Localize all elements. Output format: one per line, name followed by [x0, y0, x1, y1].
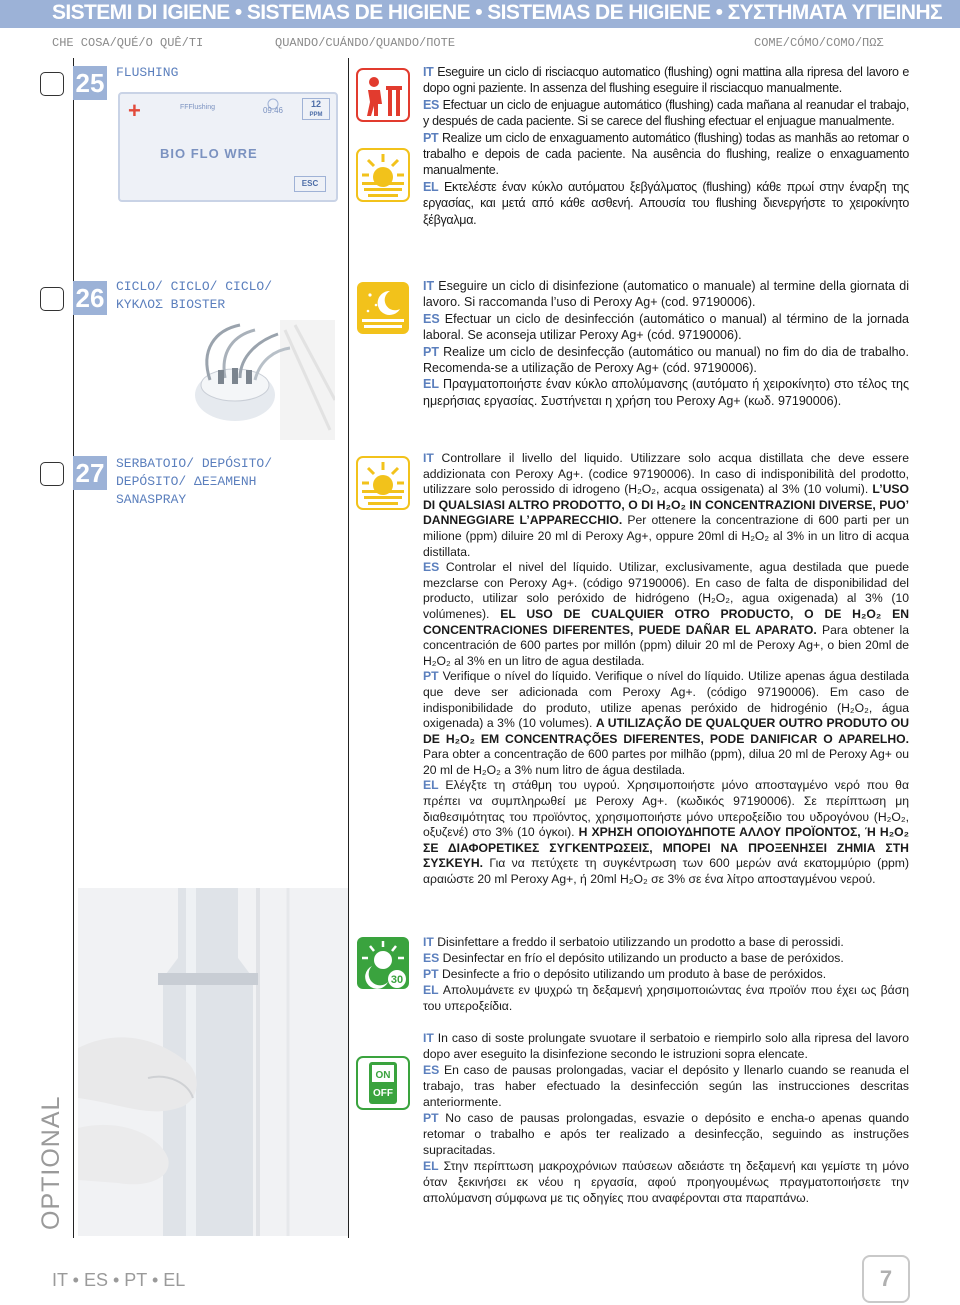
ppm-badge — [302, 98, 330, 120]
section-number-25: 25 — [73, 66, 107, 100]
lang-code-it: IT — [423, 1031, 434, 1045]
sun-icon — [356, 456, 410, 510]
lang-code-it: IT — [423, 935, 434, 949]
lang-code-es: ES — [423, 951, 440, 965]
column-header-what: CHE COSA/QUÉ/O QUÊ/ΤΙ — [52, 36, 204, 50]
column-header-when: QUANDO/CUÁNDO/QUANDO/ΠΟΤΕ — [275, 36, 456, 50]
column-divider-left — [73, 58, 74, 1238]
icon-badge-30: 30 — [390, 974, 404, 986]
checkbox-26[interactable] — [40, 287, 64, 311]
lang-code-it: IT — [423, 65, 434, 79]
ppm-value: 12 — [310, 99, 321, 109]
section-title-26: CICLO/ CICLO/ CICLO/ ΚΥΚΛΟΣ BIOSTER — [116, 279, 273, 312]
plus-icon: + — [128, 98, 141, 123]
page-number: 7 — [862, 1255, 910, 1303]
warning-es: EL USO DE CUALQUIER OTRO PRODUCTO, O DE H₂O₂ EN CONCENTRACIONES DIFERENTES, PUEDE DAÑAR EL APARATO. — [423, 606, 909, 637]
section-number-26: 26 — [73, 281, 107, 315]
lang-code-pt: PT — [423, 669, 439, 684]
text-it: In caso di soste prolungate svuotare il serbatoio e riempirlo solo alla ripresa del lavoro dopo aver eseguito la disinfezione secondo le istruzioni sopra elencate. — [423, 1031, 909, 1061]
text-it: Eseguire un ciclo di risciacquo automatico (flushing) ogni mattina alla ripresa del lavoro e dopo ogni paziente. In assenza del flushing eseguire il risciacquo manualmente. — [423, 65, 909, 96]
off-label: OFF — [373, 1088, 393, 1099]
lang-code-it: IT — [423, 451, 434, 465]
section-number-27: 27 — [73, 456, 107, 490]
lang-code-it: IT — [423, 279, 435, 293]
text-es: Efectuar un ciclo de enjuague automático (flushing) cada mañana al reanudar el trabajo, y después de cada paciente. Si se carece del flushing efectuar el enjuague manualmente. — [423, 97, 909, 129]
warning-it: L’USO DI QUALSIASI ALTRO PRODOTTO, O DI H₂O₂ IN CONCENTRAZIONI DIVERSE, PUO’ DANNEGGIARE L’APPARECCHIO. — [423, 482, 909, 528]
text-es: Controlar el nivel del líquido. Utilizar, exclusivamente, agua destilada que puede mezclarse con Peroxy Ag+. (código 97190006). En caso de falta de disponibilidad del producto, utilizar solo peróxido de hidrógeno (H₂O₂, agua oxigenada) al 3% (10 volúmenes). — [423, 560, 910, 621]
bioster-unit-photo — [180, 320, 335, 440]
clock-icon — [260, 98, 286, 118]
lang-code-el: EL — [423, 1159, 439, 1173]
checkbox-25[interactable] — [40, 72, 64, 96]
text-es: Efectuar un ciclo de desinfección (automático o manual) al término de la jornada laboral. Se aconseja utilizar Peroxy Ag+ (cód. 97190006). — [423, 311, 909, 343]
header-banner — [0, 0, 960, 28]
night-icon — [356, 281, 410, 335]
lang-code-el: EL — [423, 179, 439, 194]
text-el: Απολυμάνετε εν ψυχρώ τη δεξαμενή χρησιμοποιώντας ένα προϊόν που έχει ως βάση του υπεροξείδια. — [423, 983, 910, 1013]
text-it: Controllare il livello del liquido. Utilizzare solo acqua distillata che deve essere addizionata con Peroxy Ag+. (codice 97190006). In caso di indisponibilità del prodotto, utilizzare solo perossido di idrogeno (H₂O₂, acqua ossigenata) al 3% (10 volumi). — [423, 451, 909, 497]
text-it-dilution: Per ottenere la concentrazione di 600 parti per un milione (ppm) diluire 20 ml di Peroxy Ag+, oppure 20ml di H₂O₂ al 3% in un litro di acqua distillata. — [423, 513, 909, 559]
lang-code-el: EL — [423, 377, 439, 392]
instructions-flushing — [423, 64, 909, 228]
text-pt: Verifique o nível do líquido. Verifique o nível do líquido. Utilize apenas água destilada que deve ser adicionada com Peroxy Ag+. (código 97190006). Em caso de indisponibilidade do produto, utilize apenas peróxido de hidrogénio (H₂O₂, água oxigenada) a 3% (10 volumes). — [423, 669, 909, 731]
text-pt-dilution: Para obter a concentração de 600 partes por milhão (ppm), dilua 20 ml de Peroxy Ag+ ou 20 ml de H₂O₂ a 3% num litro de água destilada. — [423, 747, 909, 777]
lang-code-el: EL — [423, 778, 439, 793]
lang-code-pt: PT — [423, 344, 439, 359]
lang-code-pt: PT — [423, 967, 439, 981]
text-pt: Realize um ciclo de desinfecção (automático ou manual) no fim do dia de trabalho. Recomenda-se a utilização de Peroxy Ag+ (cód. 97190006). — [423, 344, 909, 376]
sun-icon — [356, 148, 410, 202]
sanaspray-tank-photo — [78, 888, 348, 1236]
panel-mode-labels: BIO FLO WRE — [160, 146, 258, 161]
warning-pt: A UTILIZAÇÃO DE QUALQUER OUTRO PRODUTO OU DE H₂O₂ EM CONCENTRAÇÕES DIFERENTES, PODE DANIFICAR O APARELHO. — [423, 716, 910, 746]
panel-top-label: FFFlushing — [180, 104, 216, 111]
text-el: Ελέγξτε τη στάθμη του υγρού. Χρησιμοποιήστε μόνο αποσταγμένο νερό που θα πρέπει να συμπληρωθεί με Peroxy Ag+. (κωδικός 97190006). Σε περίπτωση μη διαθεσιμότητας του προϊόντος, χρησιμοποιήστε μόνο υπεροξείδιο του υδρογόνου (H₂O₂, οξυζενέ) στο 3% (10 όγκοι). — [423, 778, 909, 840]
panel-esc-button: ESC — [294, 176, 326, 192]
instructions-sanaspray-level — [423, 451, 909, 888]
text-es: Desinfectar en frío el depósito utilizando un producto a base de peróxidos. — [442, 951, 844, 965]
sun-moon-30-icon — [356, 936, 410, 990]
lang-code-pt: PT — [423, 130, 439, 145]
optional-label: OPTIONAL — [37, 1095, 65, 1230]
text-el: Στην περίπτωση μακροχρόνιων παύσεων αδειάστε τη δεξαμενή και γεμίστε τη μόνο όταν ξεκινήσει εκ νέου η εργασία, αφού προηγουμένως πραγματοποιήσετε την απολύμανση σύμφωνα με τις οδηγίες που αναφέρονται στα παραπάνω. — [423, 1159, 909, 1205]
on-label: ON — [375, 1070, 391, 1081]
text-pt: No caso de pausas prolongadas, esvazie o depósito e encha-o apenas quando retomar o trabalho e após ter realizado a desinfecção, seguindo as instruções supracitadas. — [423, 1111, 909, 1157]
text-pt: Realize um ciclo de enxaguamento automático (flushing) todas as manhãs ao retomar o trabalho e depois de cada paciente. Na ausência do flushing, realize o enxaguamento manualmente. — [423, 130, 909, 178]
text-el: Πραγματοποιήστε έναν κύκλο απολύμανσης (αυτόματο ή χειροκίνητο) στο τέλος της ημερήσιας εργασίας. Συστήνεται η χρήση του Peroxy Ag+ (κωδ. 97190006). — [423, 377, 909, 408]
text-pt: Desinfecte a frio o depósito utilizando um produto à base de peróxidos. — [441, 967, 827, 981]
lang-code-es: ES — [423, 560, 440, 575]
person-workday-icon — [356, 68, 410, 122]
text-it: Disinfettare a freddo il serbatoio utilizzando un prodotto a base di perossidi. — [437, 935, 844, 949]
lang-code-pt: PT — [423, 1111, 439, 1125]
section-title-25: FLUSHING — [116, 65, 179, 80]
flushing-display-panel — [118, 92, 338, 202]
column-divider-right — [348, 58, 349, 1238]
column-header-how: COME/CÓMO/COMO/ΠΩΣ — [754, 36, 884, 50]
warning-el: Η ΧΡΗΣΗ ΟΠΟΙΟΥΔΗΠΟΤΕ ΑΛΛΟΥ ΠΡΟΪΟΝΤΟΣ, Ή H₂O₂ ΣΕ ΔΙΑΦΟΡΕΤΙΚΕΣ ΣΥΓΚΕΝΤΡΩΣΕΙΣ, ΜΠΟΡΕΙ ΝΑ ΠΡΟΞΕΝΗΣΕΙ ΖΗΜΙΑ ΣΤΗ ΣΥΣΚΕΥΗ. — [423, 825, 910, 871]
instructions-long-pause — [423, 1030, 909, 1206]
instructions-cold-disinfection — [423, 934, 909, 1014]
text-el: Εκτελέστε έναν κύκλο αυτόματου ξεβγάλματος (flushing) κάθε πρωί στην έναρξη της εργασίας, και μετά από κάθε ασθενή. Απουσία του flushing διενεργήστε το χειροκίνητο ξέβγαλμα. — [423, 179, 909, 227]
checkbox-27[interactable] — [40, 462, 64, 486]
footer-languages: IT • ES • PT • EL — [52, 1270, 186, 1290]
on-off-icon — [356, 1056, 410, 1110]
lang-code-es: ES — [423, 1063, 440, 1077]
ppm-unit: PPM — [309, 112, 323, 118]
lang-code-es: ES — [423, 311, 440, 326]
lang-code-el: EL — [423, 983, 439, 997]
text-it: Eseguire un ciclo di disinfezione (automatico o manuale) al termine della giornata di lavoro. Si raccomanda l’uso di Peroxy Ag+ (cod. 97190006). — [423, 279, 909, 310]
text-el-dilution: Για να πετύχετε τη συγκέντρωση των 600 μερών ανά εκατομμύριο (ppm) αραιώστε 20 ml Peroxy Ag+, ή 20ml H₂O₂ σε 3% σε ένα λίτρο αποσταγμένου νερού. — [423, 856, 909, 887]
instructions-bioster — [423, 278, 909, 409]
section-title-27: SERBATOIO/ DEPÓSITO/ DEPÓSITO/ ΔΕΞΑΜΕΝΗ SANASPRAY — [116, 456, 273, 507]
text-es: En caso de pausas prolongadas, vaciar el depósito y llenarlo cuando se reanuda el trabajo, tras haber efectuado la desinfección según las instrucciones descritas anteriormente. — [423, 1063, 910, 1109]
panel-clock-time: 09:46 — [262, 106, 284, 115]
lang-code-es: ES — [423, 97, 440, 112]
banner-title: SISTEMI DI IGIENE • SISTEMAS DE HIGIENE • SISTEMAS DE HIGIENE • ΣΥΣΤΗΜΑΤΑ ΥΓΙΕΙΝΗΣ — [52, 1, 943, 24]
text-es-dilution: Para obtener la concentración de 600 partes por millón (ppm) diluir 20 ml de Peroxy Ag+, o bien 20ml de H₂O₂ al 3% en un litro de agua destilada. — [423, 622, 909, 668]
